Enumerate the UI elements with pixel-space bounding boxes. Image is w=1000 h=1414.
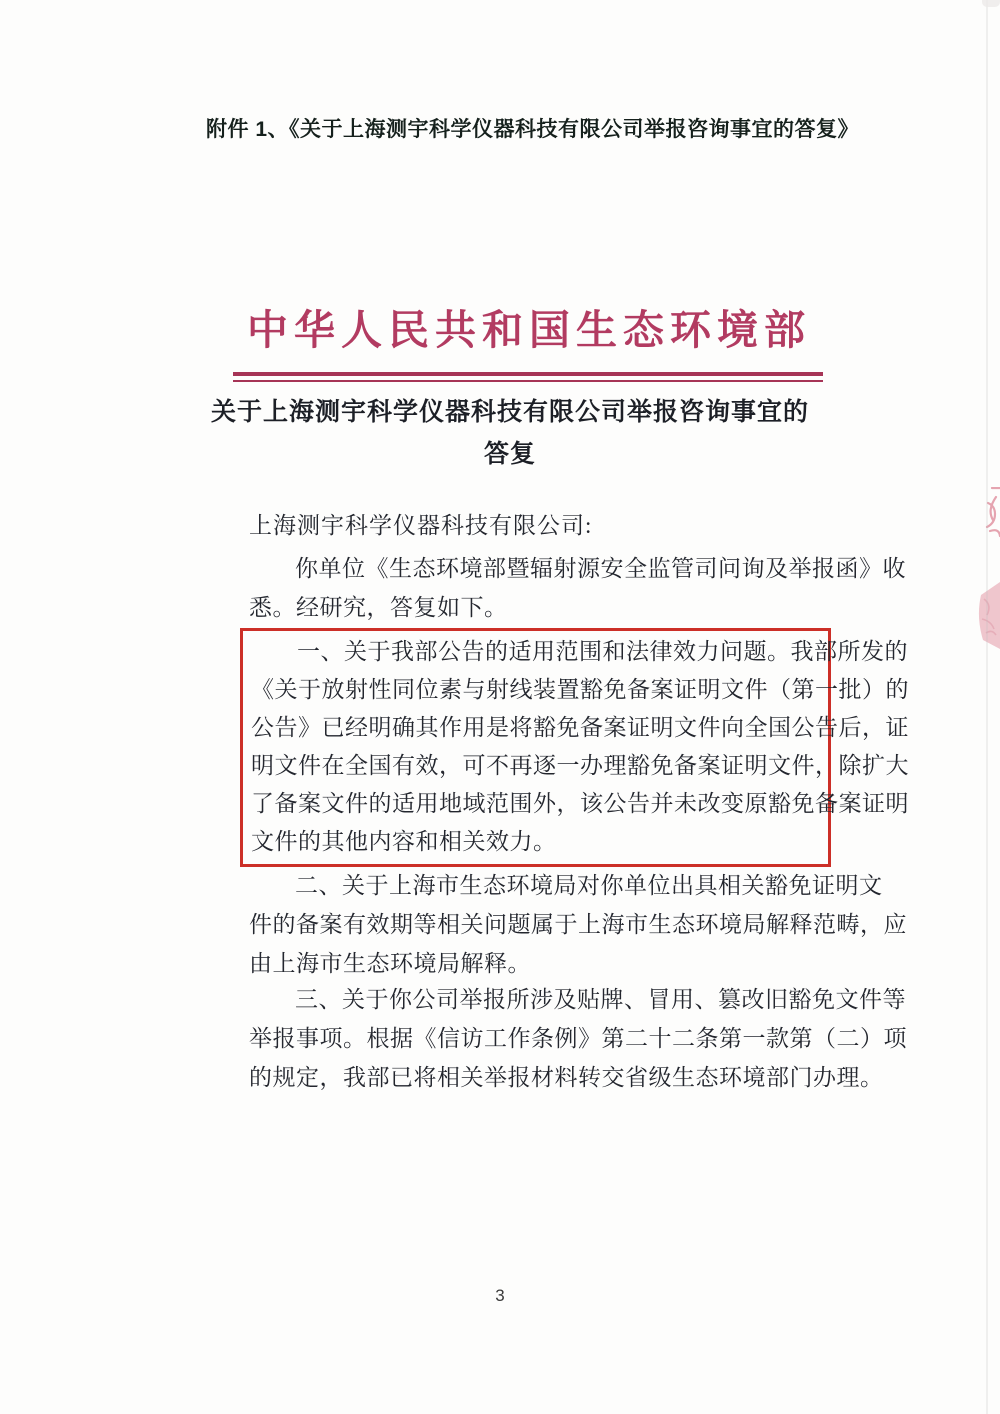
attachment-title: 附件 1、《关于上海测宇科学仪器科技有限公司举报咨询事宜的答复》 bbox=[206, 118, 860, 141]
text-line: 件的备案有效期等相关问题属于上海市生态环境局解释范畴，应 bbox=[249, 912, 907, 937]
paragraph-three bbox=[249, 980, 907, 1097]
text-line: 悉。经研究，答复如下。 bbox=[249, 595, 508, 620]
document-title-line1: 关于上海测宇科学仪器科技有限公司举报咨询事宜的 bbox=[210, 399, 809, 426]
text-line: 明文件在全国有效，可不再逐一办理豁免备案证明文件，除扩大 bbox=[251, 753, 909, 778]
text-line: 你单位《生态环境部暨辐射源安全监管司问询及举报函》收 bbox=[295, 556, 906, 581]
letterhead-divider bbox=[233, 372, 823, 382]
text-line: 《关于放射性同位素与射线装置豁免备案证明文件（第一批）的 bbox=[251, 677, 909, 702]
page-number: 3 bbox=[495, 1286, 505, 1305]
scan-edge-artifact bbox=[986, 0, 988, 1414]
scan-corner-smudge bbox=[982, 0, 1000, 7]
paragraph-two bbox=[249, 866, 907, 983]
text-line: 由上海市生态环境局解释。 bbox=[249, 951, 531, 976]
document-title-line2: 答复 bbox=[483, 441, 536, 468]
salutation: 上海测宇科学仪器科技有限公司: bbox=[249, 513, 593, 538]
text-line: 二、关于上海市生态环境局对你单位出具相关豁免证明文 bbox=[295, 873, 883, 898]
text-line: 公告》已经明确其作用是将豁免备案证明文件向全国公告后，证 bbox=[251, 715, 909, 740]
text-line: 文件的其他内容和相关效力。 bbox=[251, 829, 557, 854]
agency-letterhead: 中华人民共和国生态环境部 bbox=[247, 307, 811, 353]
text-line: 的规定，我部已将相关举报材料转交省级生态环境部门办理。 bbox=[249, 1065, 884, 1090]
red-stamp-fragment bbox=[966, 487, 1000, 672]
text-line: 一、关于我部公告的适用范围和法律效力问题。我部所发的 bbox=[297, 639, 908, 664]
text-line: 三、关于你公司举报所涉及贴牌、冒用、篡改旧豁免文件等 bbox=[295, 987, 906, 1012]
intro-paragraph bbox=[249, 549, 906, 627]
document-title bbox=[160, 392, 860, 476]
text-line: 举报事项。根据《信访工作条例》第二十二条第一款第（二）项 bbox=[249, 1026, 907, 1051]
text-line: 了备案文件的适用地域范围外，该公告并未改变原豁免备案证明 bbox=[251, 791, 909, 816]
highlighted-paragraph-box bbox=[240, 628, 909, 867]
